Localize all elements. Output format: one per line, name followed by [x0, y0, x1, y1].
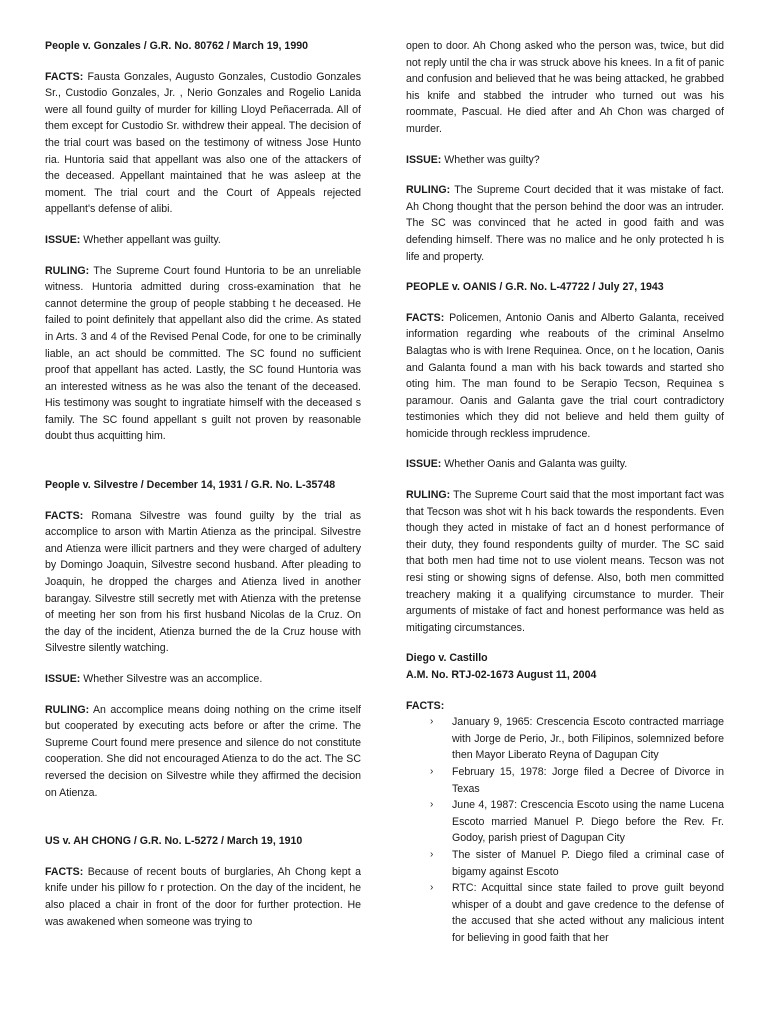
list-item-text: RTC: Acquittal since state failed to prove guilt beyond whisper of a doubt and gave credence to the defense of the accused that she acted without any malicious intent for believing in good faith that her — [452, 882, 724, 944]
chevron-right-icon: › — [430, 799, 434, 811]
list-item — [430, 847, 724, 880]
chevron-right-icon: › — [430, 848, 434, 860]
ruling-paragraph — [45, 702, 361, 802]
facts-text: Romana Silvestre was found guilty by the trial as accomplice to arson with Martin Atienza as the principal. Silvestre and Atienza were illicit partners and they were charged of adultery by Domingo Joaquin, Silvestre second husband. After pleading to Joaquin, he dropped the charges and Atienza lived in another barangay. Silvestre still secretly met with Atienza with the pretense of meeting her son from his first husband Nicolas de la Cruz. On the day of the incident, Atienza burned the de la Cruz house with Silvestre silently watching. — [45, 509, 361, 655]
list-item — [430, 764, 724, 797]
ruling-label: RULING: — [406, 489, 451, 502]
facts-label: FACTS: — [45, 509, 84, 522]
list-item-text: The sister of Manuel P. Diego filed a criminal case of bigamy against Escoto — [452, 848, 724, 878]
issue-text: Whether was guilty? — [444, 153, 540, 166]
right-column — [406, 38, 724, 947]
ruling-text: The Supreme Court found Huntoria to be an unreliable witness. Huntoria admitted during cross-examination that he cannot determine the group of people stabbing t he deceased. He failed to point definitely that appellant also did the crime. As stated in Arts. 3 and 4 of the Revised Penal Code, for one to be criminally liable, an act should be committed. The SC found no sufficient proof that appellant has acted. Lastly, the SC found Huntoria was an interested witness as he was also the tenant of the deceased. His testimony was sought to ingratiate himself with the deceased s family. The SC found appellant s guilt not proven by reasonable doubt thus acquitting him. — [45, 264, 361, 443]
ruling-paragraph — [45, 263, 361, 446]
facts-text: Because of recent bouts of burglaries, Ah Chong kept a knife under his pillow fo r protection. On the day of the incident, he also placed a chair in front of the door for further protection. He was awakened when someone was trying to — [45, 865, 361, 928]
issue-paragraph — [406, 456, 724, 473]
ruling-label: RULING: — [45, 264, 90, 277]
issue-label: ISSUE: — [45, 233, 81, 246]
list-item-text: June 4, 1987: Crescencia Escoto using the name Lucena Escoto married Manuel P. Diego before the Rev. Fr. Godoy, parish priest of Dagupan City — [452, 799, 724, 845]
issue-paragraph — [406, 152, 724, 169]
facts-label: FACTS: — [406, 311, 445, 324]
case-title-ah-chong: US v. AH CHONG / G.R. No. L-5272 / March 19, 1910 — [45, 835, 303, 848]
issue-label: ISSUE: — [406, 153, 442, 166]
facts-paragraph — [406, 310, 724, 443]
facts-continuation: open to door. Ah Chong asked who the person was, twice, but did not reply until the cha ir was struck above his knees. In a fit of panic and confusion and believed that he was being attacked, he grabbed his knife and stabbed the intruder who turned out was his roommate, Pascual. He died after and Ah Chon was charged of murder. — [406, 40, 724, 135]
facts-text: Fausta Gonzales, Augusto Gonzales, Custodio Gonzales Sr., Custodio Gonzales, Jr. , Nerio Gonzales and Rogelio Lanida were all found guilty of murder for killing Lloyd Peñacerrada. All of them except for Custodio Sr. withdrew their appeal. The decision of the trial court was based on the testimony of witness Jose Hunto ria. Huntoria said that appellant was also one of the attackers of the deceased. Appellant maintained that he was asleep at the moment. The trial court and the Court of Appeals rejected appellant's defense of alibi. — [45, 70, 361, 216]
issue-text: Whether appellant was guilty. — [83, 233, 221, 246]
facts-label: FACTS: — [406, 699, 445, 712]
facts-paragraph — [45, 508, 361, 657]
list-item-text: February 15, 1978: Jorge filed a Decree of Divorce in Texas — [452, 765, 724, 795]
case-title-gonzales: People v. Gonzales / G.R. No. 80762 / March 19, 1990 — [45, 40, 308, 52]
ruling-text: The Supreme Court said that the most important fact was that Tecson was shot wit h his back towards the respondents. Even though they acted in mistake of fact an d honest performance of their duty, they found respondents guilty of murder. The SC said that both men had time not to use violent means. Tecson was not resi sting or showing signs of defense. Also, both men committed treachery making it a qualifying circumstance to murder. Their arguments of mistake of fact and honest performance was held as mitigating circumstances. — [406, 489, 724, 634]
ruling-paragraph — [406, 182, 724, 265]
ruling-text: An accomplice means doing nothing on the crime itself but cooperated by executing acts before or after the crime. The Supreme Court found mere presence and silence do not constitute cooperation. She did not encouraged Atienza to do the act. The SC reversed the decision on Silvestre while they affirmed the decision on Atienza. — [45, 703, 361, 799]
list-item-text: January 9, 1965: Crescencia Escoto contracted marriage with Jorge de Perio, Jr., both Filipinos, solemnized before then Mayor Liberato Reyna of Dagupan City — [452, 716, 724, 762]
issue-paragraph — [45, 232, 361, 249]
issue-text: Whether Oanis and Galanta was guilty. — [444, 458, 628, 471]
list-item — [430, 714, 724, 764]
issue-label: ISSUE: — [45, 673, 81, 685]
left-column — [45, 38, 361, 930]
facts-paragraph — [45, 69, 361, 218]
facts-text: Policemen, Antonio Oanis and Alberto Galanta, received information regarding whe reabouts of the criminal Anselmo Balagtas who is with Irene Requinea. Once, on t he location, Oanis and Galanta found a man with his back towards and started sho oting him. The man found to be Serapio Tecson, Requinea s paramour. Oanis and Galanta gave the trial court contradictory testimonies which they did not believe and held them guilty of homicide through reckless imprudence. — [406, 311, 724, 440]
facts-label: FACTS: — [45, 865, 84, 878]
facts-paragraph — [45, 864, 361, 930]
list-item — [430, 797, 724, 847]
ruling-label: RULING: — [45, 703, 90, 716]
case-citation-diego: A.M. No. RTJ-02-1673 August 11, 2004 — [406, 669, 597, 681]
ruling-text: The Supreme Court decided that it was mistake of fact. Ah Chong thought that the person behind the door was an intruder. The SC was convinced that he acted in good faith and was defending himself. There was no malice and he only protected h is life and property. — [406, 184, 724, 263]
list-item — [430, 880, 724, 946]
issue-label: ISSUE: — [406, 458, 442, 471]
ruling-paragraph — [406, 487, 724, 636]
chevron-right-icon: › — [430, 716, 434, 728]
chevron-right-icon: › — [430, 765, 434, 777]
case-title-diego: Diego v. Castillo — [406, 652, 488, 665]
ruling-label: RULING: — [406, 184, 451, 197]
issue-text: Whether Silvestre was an accomplice. — [83, 673, 263, 685]
chevron-right-icon: › — [430, 882, 434, 894]
issue-paragraph — [45, 671, 361, 688]
facts-list — [406, 714, 724, 946]
case-title-oanis: PEOPLE v. OANIS / G.R. No. L-47722 / July 27, 1943 — [406, 281, 664, 294]
case-title-silvestre: People v. Silvestre / December 14, 1931 / G.R. No. L-35748 — [45, 479, 336, 492]
facts-label: FACTS: — [45, 70, 84, 83]
